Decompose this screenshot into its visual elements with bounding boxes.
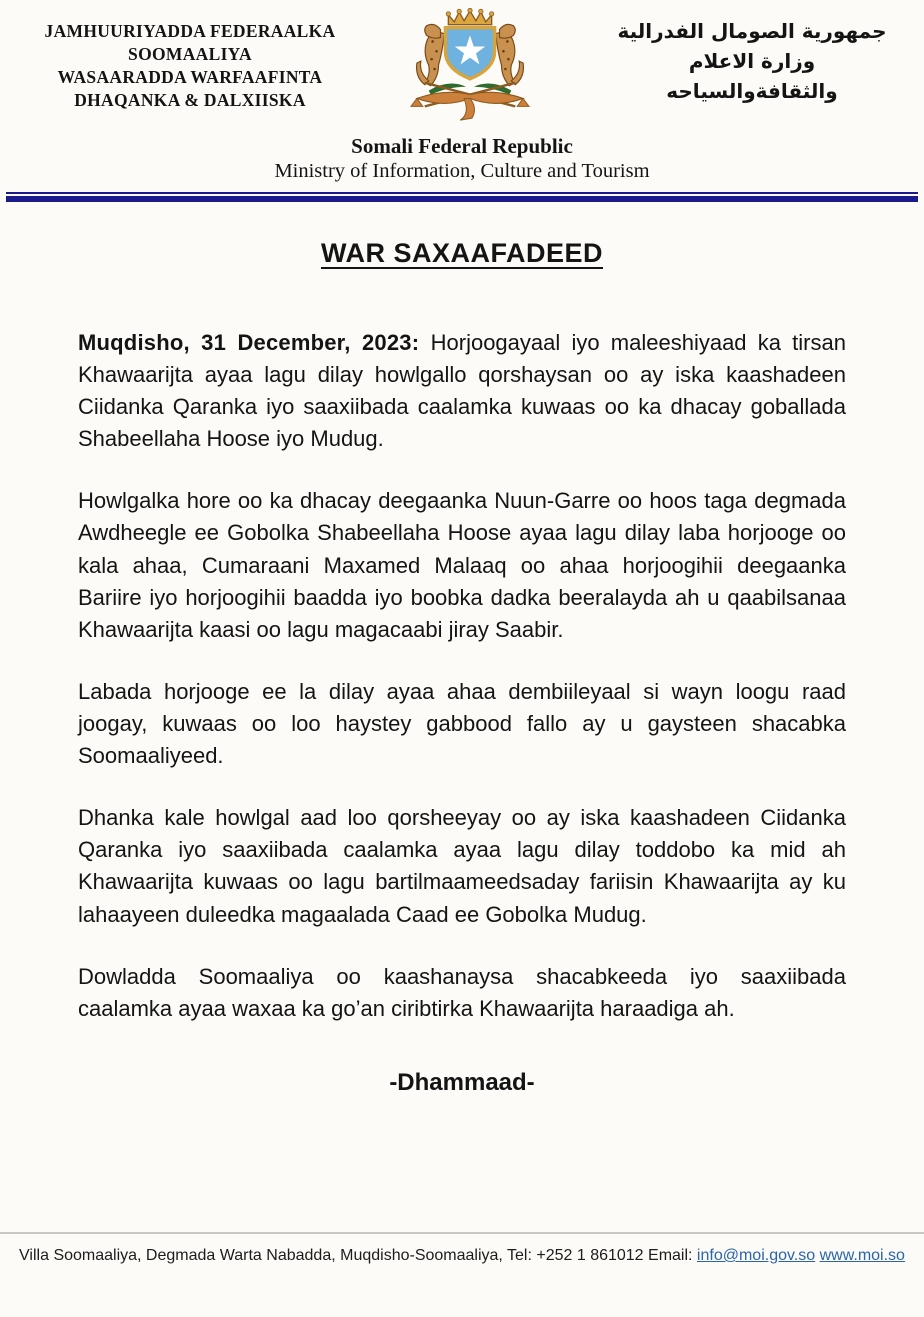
body-paragraph: Howlgalka hore oo ka dhacay deegaanka Nuun-Garre oo hoos taga degmada Awdheegle ee Gobolka Shabeellaha Hoose ayaa lagu dilay laba horjooge oo kala ahaa, Cumaraani Maxamed Malaaq oo ahaa horjoogihii deegaanka Bariire iyo horjoogihii baadda iyo boobka dadka beeralayda ah u qaabilsanaa Khawaarijta kaasi oo lagu magacaabi jiray Saabir. xyxy=(78,488,846,642)
dateline: Muqdisho, 31 December, 2023: xyxy=(78,329,431,355)
press-release-title: WAR SAXAAFADEED xyxy=(320,237,604,268)
website-link[interactable]: www.moi.so xyxy=(819,1247,905,1264)
ministry-subtitle: Ministry of Information, Culture and Tourism xyxy=(274,160,650,183)
footer-divider xyxy=(0,1232,924,1234)
ministry-name-arabic-line: وزارة الاعلام xyxy=(688,49,816,73)
somalia-coat-of-arms-icon xyxy=(401,8,539,133)
email-link[interactable]: info@moi.gov.so xyxy=(696,1247,816,1264)
header-divider xyxy=(6,192,918,202)
ministry-name-arabic-line: جمهورية الصومال الفدرالية xyxy=(617,19,887,43)
ministry-name-line: SOOMAALIYA xyxy=(128,44,252,65)
ministry-name-somali xyxy=(36,6,344,112)
ministry-name-arabic xyxy=(596,6,908,106)
ministry-name-english xyxy=(0,133,924,185)
press-release-body xyxy=(78,327,846,1097)
republic-title: Somali Federal Republic xyxy=(351,134,573,158)
body-paragraph: Labada horjooge ee la dilay ayaa ahaa dembiileyaal si wayn loogu raad joogay, kuwaas oo loo haystey gabbood fallo ay u gaysteen shacabka Soomaaliyeed. xyxy=(78,678,846,769)
ministry-name-line: DHAQANKA & DALXIISKA xyxy=(74,90,306,111)
page-footer xyxy=(0,1232,924,1317)
closing-line: -Dhammaad- xyxy=(389,1068,535,1096)
footer-contact xyxy=(0,1247,924,1265)
footer-address: Villa Soomaaliya, Degmada Warta Nabadda, Muqdisho-Soomaaliya, Tel: +252 1 861012 Email: xyxy=(19,1247,697,1264)
paragraphs-container xyxy=(78,327,846,1025)
body-paragraph: Dowladda Soomaaliya oo kaashanaysa shacabkeeda iyo saaxiibada caalamka ayaa waxaa ka go’an ciribtirka Khawaarijta haraadiga ah. xyxy=(78,963,846,1021)
letterhead xyxy=(0,0,924,133)
ministry-name-line: JAMHUURIYADDA FEDERAALKA xyxy=(44,21,336,41)
body-paragraph: Muqdisho, 31 December, 2023: Horjoogayaal iyo maleeshiyaad ka tirsan Khawaarijta ayaa lagu dilay howlgallo qorshaysan oo ay iska kaashadeen Ciidanka Qaranka iyo saaxiibada caalamka kuwaas oo ka dhacay goballada Shabeellaha Hoose iyo Mudug. xyxy=(78,329,846,452)
body-paragraph: Dhanka kale howlgal aad loo qorsheeyay oo ay iska kaashadeen Ciidanka Qaranka iyo saaxiibada caalamka ayaa lagu dilay toddobo ka mid ah Khawaarijta kuwaas oo lagu bartilmaameedsaday fariisin Khawaarijta ay ku lahaayeen duleedka magaalada Caad ee Gobolka Mudug. xyxy=(78,805,846,927)
ministry-name-line: WASAARADDA WARFAAFINTA xyxy=(57,67,323,88)
ministry-name-arabic-line: والثقافةوالسياحه xyxy=(666,79,838,103)
